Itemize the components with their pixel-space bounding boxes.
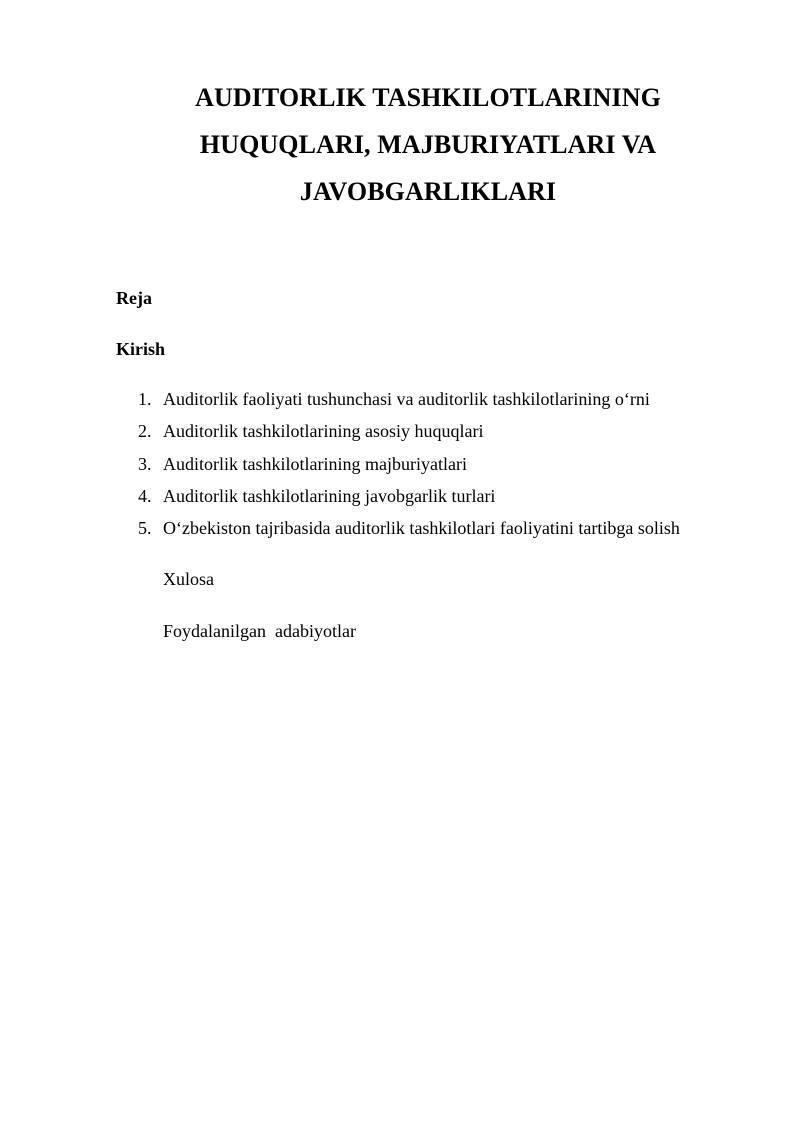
plan-item-text: Auditorlik faoliyati tushunchasi va auditorlik tashkilotlarining o‘rni [163,389,650,409]
plan-item-text: Auditorlik tashkilotlarining majburiyatlari [163,453,467,474]
plan-item-text: Auditorlik tashkilotlarining javobgarlik turlari [163,485,496,506]
plan-item [138,517,680,549]
plan-item-text: Auditorlik tashkilotlarining asosiy huquqlari [163,421,484,442]
title-line-3: JAVOBGARLIKLARI [299,177,557,206]
plan-item [138,485,680,517]
title-line-2: HUQUQLARI, MAJBURIYATLARI VA [199,130,657,159]
plan-item-number: 1. [138,389,152,409]
plan-item-number: 2. [138,421,152,442]
plan-item [138,420,680,452]
plan-list [138,388,680,549]
document-title [150,74,706,215]
plan-item [138,453,680,485]
plan-item-text: O‘zbekiston tajribasida auditorlik tashkilotlari faoliyatini tartibga solish [163,518,680,539]
plan-heading: Reja [116,288,152,308]
conclusion-entry: Xulosa [163,569,214,589]
introduction-heading: Kirish [116,339,166,359]
plan-item-number: 4. [138,485,152,506]
title-line-1: AUDITORLIK TASHKILOTLARINING [195,83,661,112]
plan-item-number: 3. [138,453,152,474]
references-entry: Foydalanilgan adabiyotlar [163,621,356,641]
plan-item [138,388,680,420]
plan-item-number: 5. [138,518,152,539]
